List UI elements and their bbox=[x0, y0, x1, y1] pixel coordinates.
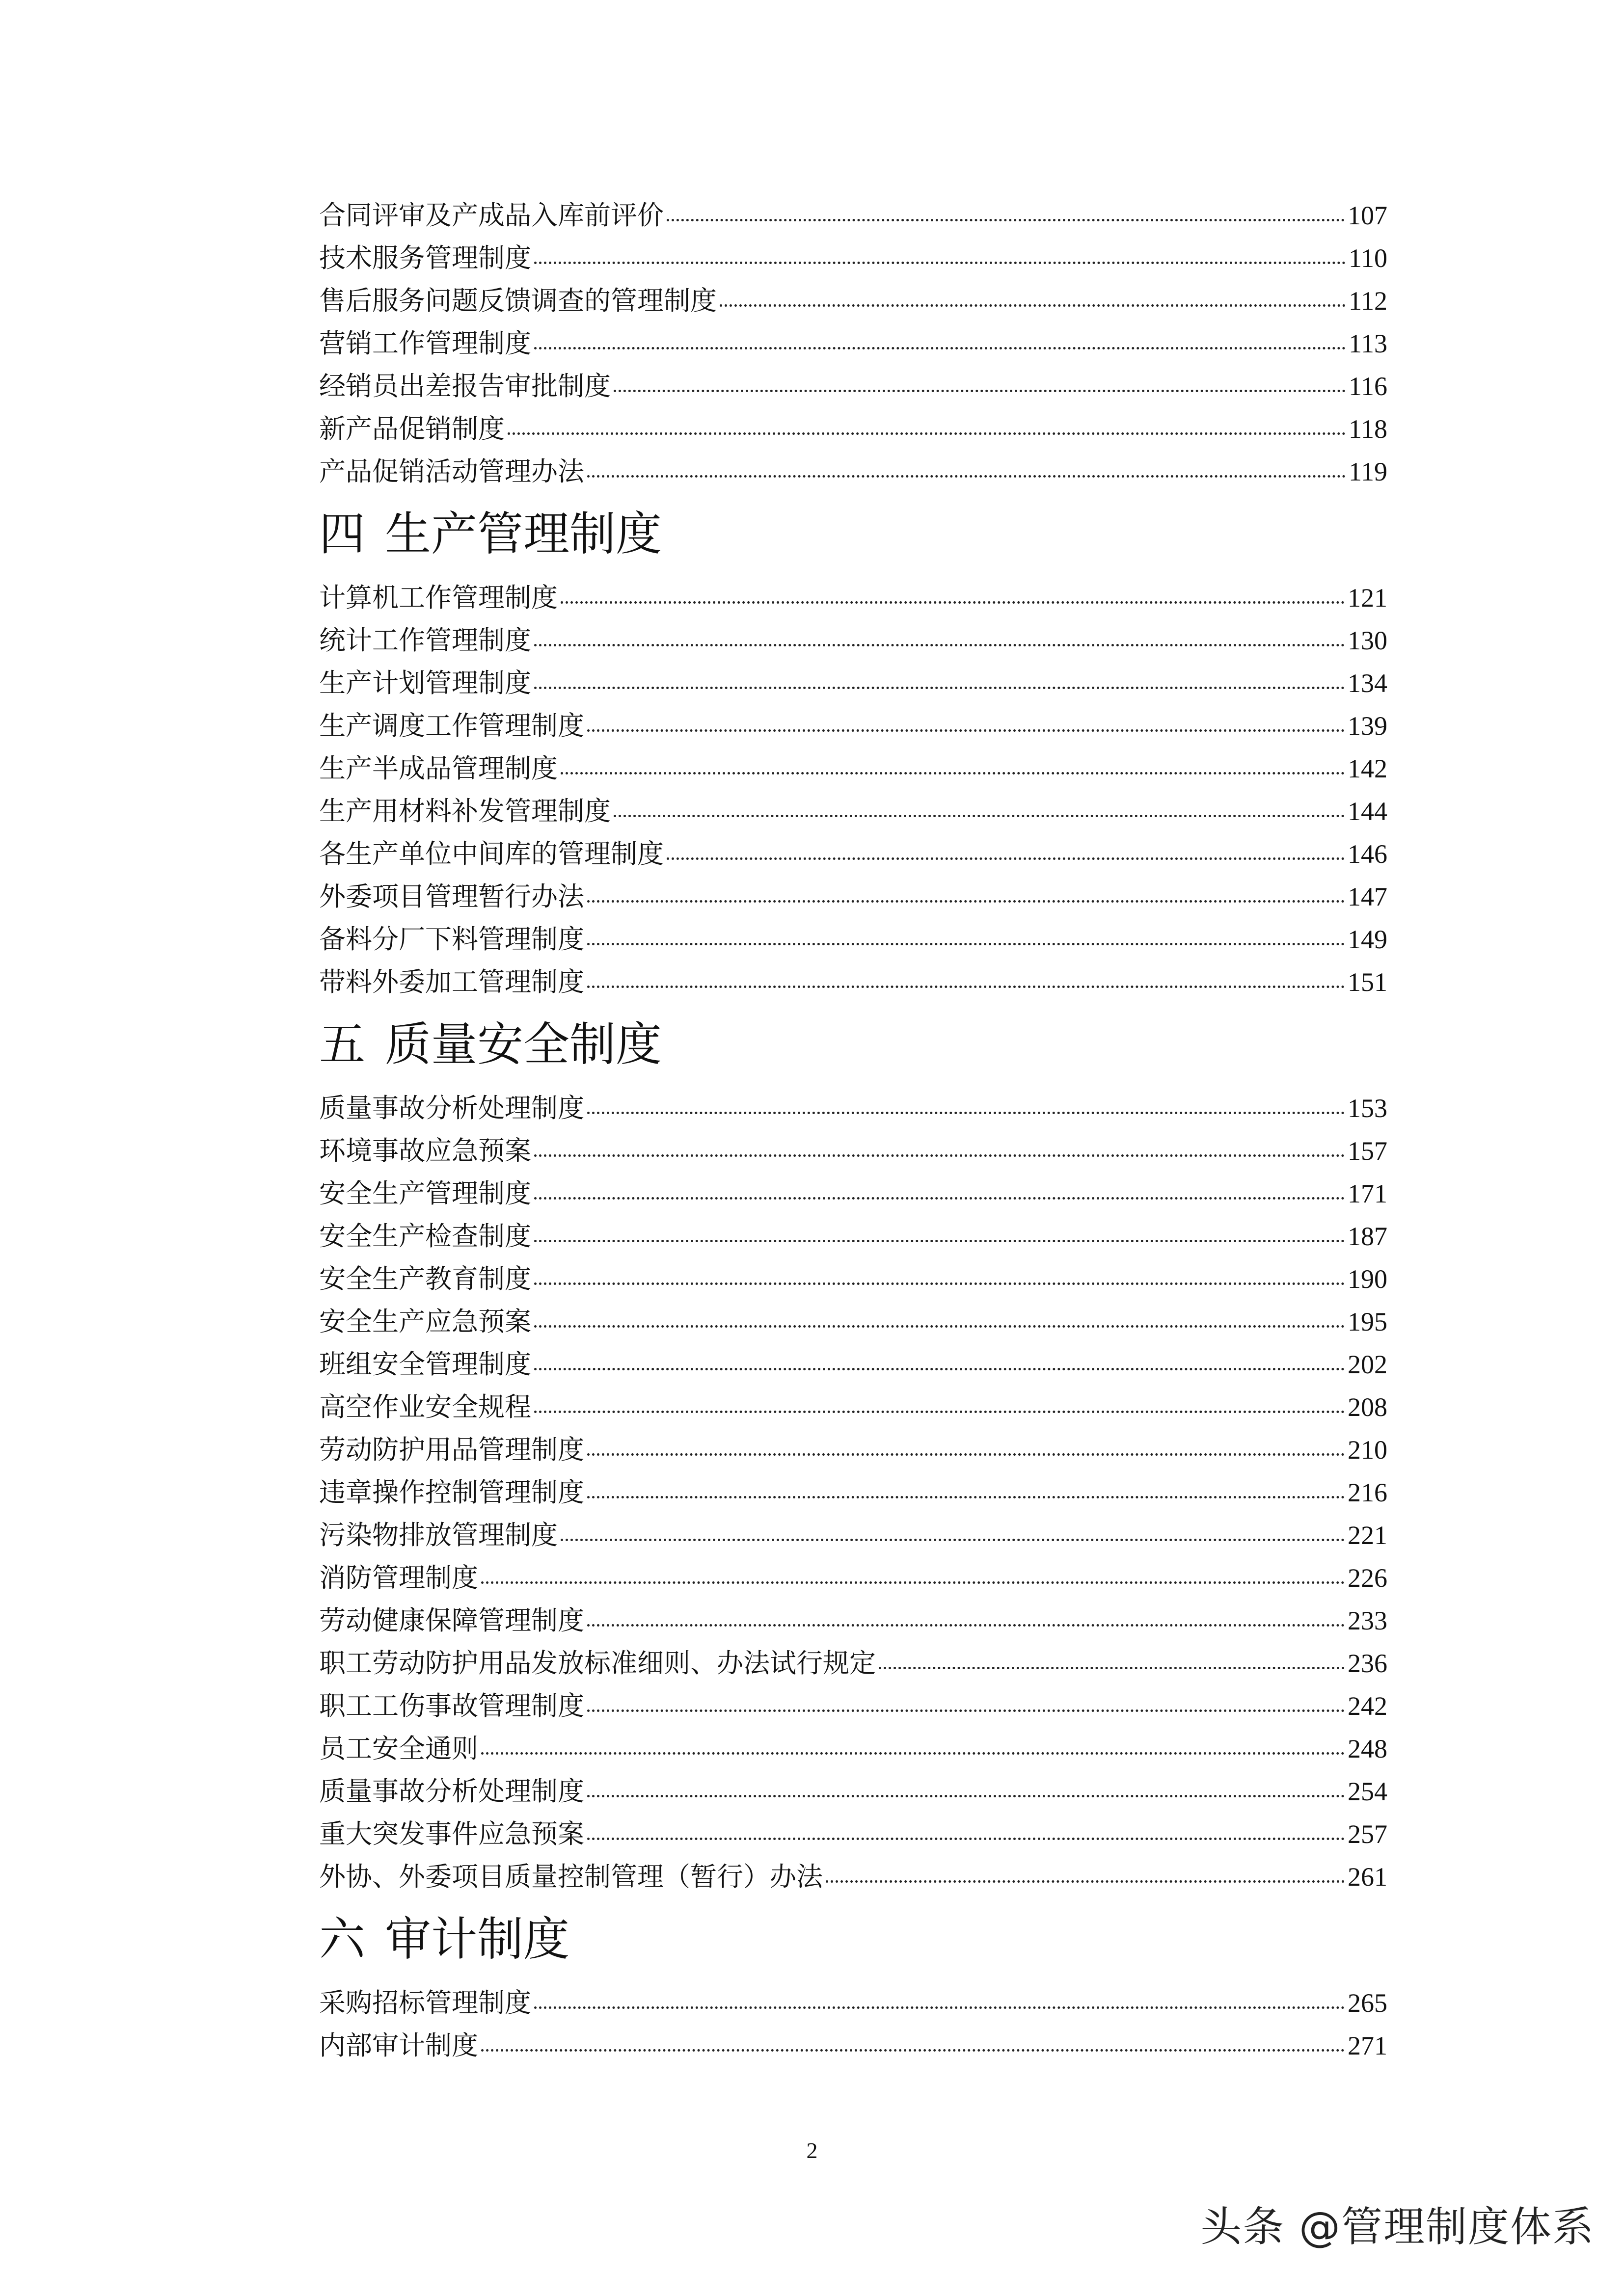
toc-entry-title: 高空作业安全规程 bbox=[319, 1391, 531, 1422]
dot-leader bbox=[534, 1154, 1345, 1157]
toc-entry-title: 生产半成品管理制度 bbox=[319, 753, 558, 784]
toc-entry[interactable] bbox=[319, 2024, 1387, 2067]
section-heading[interactable] bbox=[319, 1003, 1387, 1087]
dot-leader bbox=[587, 943, 1345, 945]
toc-entry-title: 职工工伤事故管理制度 bbox=[319, 1690, 584, 1721]
toc-entry-page: 216 bbox=[1348, 1478, 1387, 1507]
toc-entry-page: 221 bbox=[1348, 1521, 1387, 1550]
toc-entry-title: 污染物排放管理制度 bbox=[319, 1520, 558, 1550]
watermark: 头条 @管理制度体系 bbox=[1200, 2203, 1595, 2251]
section-heading[interactable] bbox=[319, 493, 1387, 576]
toc-entry-page: 233 bbox=[1348, 1606, 1387, 1635]
toc-entry-title: 质量事故分析处理制度 bbox=[319, 1093, 584, 1123]
toc-entry-page: 226 bbox=[1348, 1563, 1387, 1593]
toc-entry-page: 142 bbox=[1348, 754, 1387, 783]
toc-entry-page: 202 bbox=[1348, 1350, 1387, 1379]
toc-entry[interactable] bbox=[319, 1556, 1387, 1599]
dot-leader bbox=[587, 1624, 1345, 1627]
dot-leader bbox=[587, 1838, 1345, 1840]
toc-entry-page: 116 bbox=[1349, 372, 1387, 401]
toc-entry-page: 149 bbox=[1348, 925, 1387, 954]
dot-leader bbox=[534, 1197, 1345, 1200]
dot-leader bbox=[534, 2006, 1345, 2009]
dot-leader bbox=[614, 390, 1346, 392]
toc-entry[interactable] bbox=[319, 1087, 1387, 1129]
toc-entry[interactable] bbox=[319, 662, 1387, 704]
toc-entry-title: 劳动健康保障管理制度 bbox=[319, 1605, 584, 1636]
toc-entry[interactable] bbox=[319, 1386, 1387, 1428]
toc-entry[interactable] bbox=[319, 322, 1387, 365]
dot-leader bbox=[534, 1368, 1345, 1370]
dot-leader bbox=[587, 900, 1345, 903]
section-title: 生产管理制度 bbox=[385, 507, 662, 561]
toc-entry[interactable] bbox=[319, 576, 1387, 619]
toc-entry-title: 安全生产检查制度 bbox=[319, 1221, 531, 1252]
toc-entry[interactable] bbox=[319, 1471, 1387, 1514]
toc-entry-title: 重大突发事件应急预案 bbox=[319, 1818, 584, 1849]
dot-leader bbox=[508, 432, 1346, 435]
toc-entry-page: 257 bbox=[1348, 1819, 1387, 1849]
toc-entry-page: 151 bbox=[1348, 967, 1387, 997]
section-number: 六 bbox=[319, 1913, 366, 1966]
dot-leader bbox=[614, 815, 1345, 817]
toc-entry[interactable] bbox=[319, 194, 1387, 237]
toc-entry[interactable] bbox=[319, 875, 1387, 918]
toc-entry-page: 157 bbox=[1348, 1136, 1387, 1166]
dot-leader bbox=[720, 304, 1346, 307]
toc-entry-page: 147 bbox=[1348, 882, 1387, 911]
toc-entry-page: 254 bbox=[1348, 1777, 1387, 1806]
toc-entry[interactable] bbox=[319, 1428, 1387, 1471]
toc-entry-title: 环境事故应急预案 bbox=[319, 1135, 531, 1166]
toc-entry[interactable] bbox=[319, 450, 1387, 493]
dot-leader bbox=[561, 1539, 1345, 1541]
dot-leader bbox=[534, 644, 1345, 646]
dot-leader bbox=[587, 1709, 1345, 1712]
dot-leader bbox=[667, 857, 1345, 860]
toc-entry[interactable] bbox=[319, 790, 1387, 832]
toc-entry-page: 139 bbox=[1348, 711, 1387, 741]
toc-entry[interactable] bbox=[319, 237, 1387, 279]
toc-entry[interactable] bbox=[319, 407, 1387, 450]
toc-entry[interactable] bbox=[319, 918, 1387, 961]
toc-lead-entries bbox=[319, 194, 1387, 493]
toc-sections bbox=[319, 493, 1387, 2067]
toc-entry[interactable] bbox=[319, 832, 1387, 875]
toc-entry-title: 生产用材料补发管理制度 bbox=[319, 796, 611, 827]
toc-entry-page: 242 bbox=[1348, 1691, 1387, 1721]
toc-entry-title: 劳动防护用品管理制度 bbox=[319, 1434, 584, 1465]
section-number: 四 bbox=[319, 507, 366, 561]
toc-entry-title: 售后服务问题反馈调查的管理制度 bbox=[319, 285, 717, 316]
toc-entry[interactable] bbox=[319, 1172, 1387, 1215]
toc-entry[interactable] bbox=[319, 1257, 1387, 1300]
toc-entry[interactable] bbox=[319, 1343, 1387, 1386]
toc-entry-page: 113 bbox=[1349, 329, 1387, 358]
toc-entry-page: 121 bbox=[1348, 583, 1387, 613]
toc-entry-title: 各生产单位中间库的管理制度 bbox=[319, 838, 664, 869]
dot-leader bbox=[534, 1240, 1345, 1242]
toc-entry[interactable] bbox=[319, 365, 1387, 407]
toc-entry-title: 生产计划管理制度 bbox=[319, 667, 531, 698]
toc-entry-page: 190 bbox=[1348, 1264, 1387, 1294]
dot-leader bbox=[587, 1496, 1345, 1498]
toc-section bbox=[319, 1003, 1387, 1898]
toc-entry-page: 210 bbox=[1348, 1435, 1387, 1465]
toc-entry[interactable] bbox=[319, 1215, 1387, 1257]
toc-entry[interactable] bbox=[319, 1727, 1387, 1770]
dot-leader bbox=[481, 1581, 1345, 1584]
toc-entry[interactable] bbox=[319, 619, 1387, 662]
toc-entry-title: 产品促销活动管理办法 bbox=[319, 456, 584, 487]
toc-entry-page: 112 bbox=[1349, 286, 1387, 316]
dot-leader bbox=[534, 1411, 1345, 1413]
toc-section bbox=[319, 493, 1387, 1003]
toc-section bbox=[319, 1898, 1387, 2067]
toc-entry-page: 144 bbox=[1348, 797, 1387, 826]
section-number: 五 bbox=[319, 1018, 366, 1071]
page-number: 2 bbox=[806, 2138, 818, 2163]
toc-entry[interactable] bbox=[319, 747, 1387, 790]
dot-leader bbox=[587, 475, 1346, 478]
toc-entry-title: 班组安全管理制度 bbox=[319, 1349, 531, 1380]
dot-leader bbox=[826, 1880, 1345, 1883]
toc-entry[interactable] bbox=[319, 704, 1387, 747]
section-heading[interactable] bbox=[319, 1898, 1387, 1981]
toc-entry-page: 171 bbox=[1348, 1179, 1387, 1208]
toc-entry-title: 技术服务管理制度 bbox=[319, 242, 531, 273]
toc-entry[interactable] bbox=[319, 1514, 1387, 1556]
toc-entry-page: 107 bbox=[1348, 201, 1387, 230]
toc-entry-page: 195 bbox=[1348, 1307, 1387, 1336]
toc-entry-page: 208 bbox=[1348, 1392, 1387, 1422]
toc-entry-title: 安全生产教育制度 bbox=[319, 1263, 531, 1294]
section-title: 审计制度 bbox=[385, 1913, 570, 1966]
toc-entry-page: 261 bbox=[1348, 1862, 1387, 1892]
dot-leader bbox=[481, 2049, 1345, 2052]
toc-entry-title: 外委项目管理暂行办法 bbox=[319, 881, 584, 912]
dot-leader bbox=[534, 1325, 1345, 1328]
toc-entry-title: 统计工作管理制度 bbox=[319, 625, 531, 656]
dot-leader bbox=[561, 601, 1345, 604]
toc-entry-page: 236 bbox=[1348, 1649, 1387, 1678]
toc-entry-page: 248 bbox=[1348, 1734, 1387, 1763]
toc-entry[interactable] bbox=[319, 1599, 1387, 1642]
toc-entry-title: 合同评审及产成品入库前评价 bbox=[319, 200, 664, 231]
toc-entry-title: 营销工作管理制度 bbox=[319, 328, 531, 359]
toc-entry-title: 计算机工作管理制度 bbox=[319, 582, 558, 613]
toc-entry-title: 质量事故分析处理制度 bbox=[319, 1776, 584, 1807]
toc-entry-title: 安全生产应急预案 bbox=[319, 1306, 531, 1337]
dot-leader bbox=[667, 219, 1345, 221]
dot-leader bbox=[534, 687, 1345, 689]
dot-leader bbox=[587, 1112, 1345, 1114]
dot-leader bbox=[534, 347, 1346, 349]
toc-entry[interactable] bbox=[319, 961, 1387, 1003]
toc-entry-page: 271 bbox=[1348, 2031, 1387, 2060]
toc-entry-page: 265 bbox=[1348, 1988, 1387, 2018]
toc-entry-title: 违章操作控制管理制度 bbox=[319, 1477, 584, 1508]
dot-leader bbox=[534, 262, 1346, 264]
toc-entry-page: 110 bbox=[1349, 243, 1387, 273]
toc-entry-page: 134 bbox=[1348, 668, 1387, 698]
toc-entry[interactable] bbox=[319, 1642, 1387, 1684]
toc-entry[interactable] bbox=[319, 279, 1387, 322]
toc-entry-title: 员工安全通则 bbox=[319, 1733, 478, 1764]
dot-leader bbox=[587, 1795, 1345, 1797]
toc-entry-title: 备料分厂下料管理制度 bbox=[319, 924, 584, 955]
toc-entry[interactable] bbox=[319, 1813, 1387, 1855]
toc-entry-title: 生产调度工作管理制度 bbox=[319, 710, 584, 741]
toc-entry-page: 146 bbox=[1348, 839, 1387, 869]
dot-leader bbox=[534, 1282, 1345, 1285]
toc-entry-page: 118 bbox=[1349, 414, 1387, 444]
section-title: 质量安全制度 bbox=[385, 1018, 662, 1071]
dot-leader bbox=[879, 1667, 1345, 1669]
toc-entry[interactable] bbox=[319, 1684, 1387, 1727]
dot-leader bbox=[561, 772, 1345, 774]
toc-entry-title: 带料外委加工管理制度 bbox=[319, 966, 584, 997]
toc-entry[interactable] bbox=[319, 1300, 1387, 1343]
toc-entry[interactable] bbox=[319, 1981, 1387, 2024]
toc-entry-title: 职工劳动防护用品发放标准细则、办法试行规定 bbox=[319, 1648, 876, 1679]
toc-entry-title: 采购招标管理制度 bbox=[319, 1987, 531, 2018]
toc-entry-page: 187 bbox=[1348, 1222, 1387, 1251]
toc-entry-title: 外协、外委项目质量控制管理（暂行）办法 bbox=[319, 1861, 823, 1892]
toc-entry-title: 经销员出差报告审批制度 bbox=[319, 371, 611, 401]
toc-entry-title: 安全生产管理制度 bbox=[319, 1178, 531, 1209]
toc-entry[interactable] bbox=[319, 1129, 1387, 1172]
toc-entry-page: 153 bbox=[1348, 1094, 1387, 1123]
toc-entry-page: 119 bbox=[1349, 457, 1387, 486]
toc-entry-title: 消防管理制度 bbox=[319, 1562, 478, 1593]
toc-entry-title: 新产品促销制度 bbox=[319, 413, 505, 444]
dot-leader bbox=[587, 986, 1345, 988]
dot-leader bbox=[587, 1453, 1345, 1456]
dot-leader bbox=[587, 729, 1345, 732]
toc-entry[interactable] bbox=[319, 1855, 1387, 1898]
toc-entry-title: 内部审计制度 bbox=[319, 2030, 478, 2061]
table-of-contents bbox=[319, 194, 1387, 2067]
toc-entry-page: 130 bbox=[1348, 626, 1387, 655]
dot-leader bbox=[481, 1752, 1345, 1755]
toc-entry[interactable] bbox=[319, 1770, 1387, 1813]
